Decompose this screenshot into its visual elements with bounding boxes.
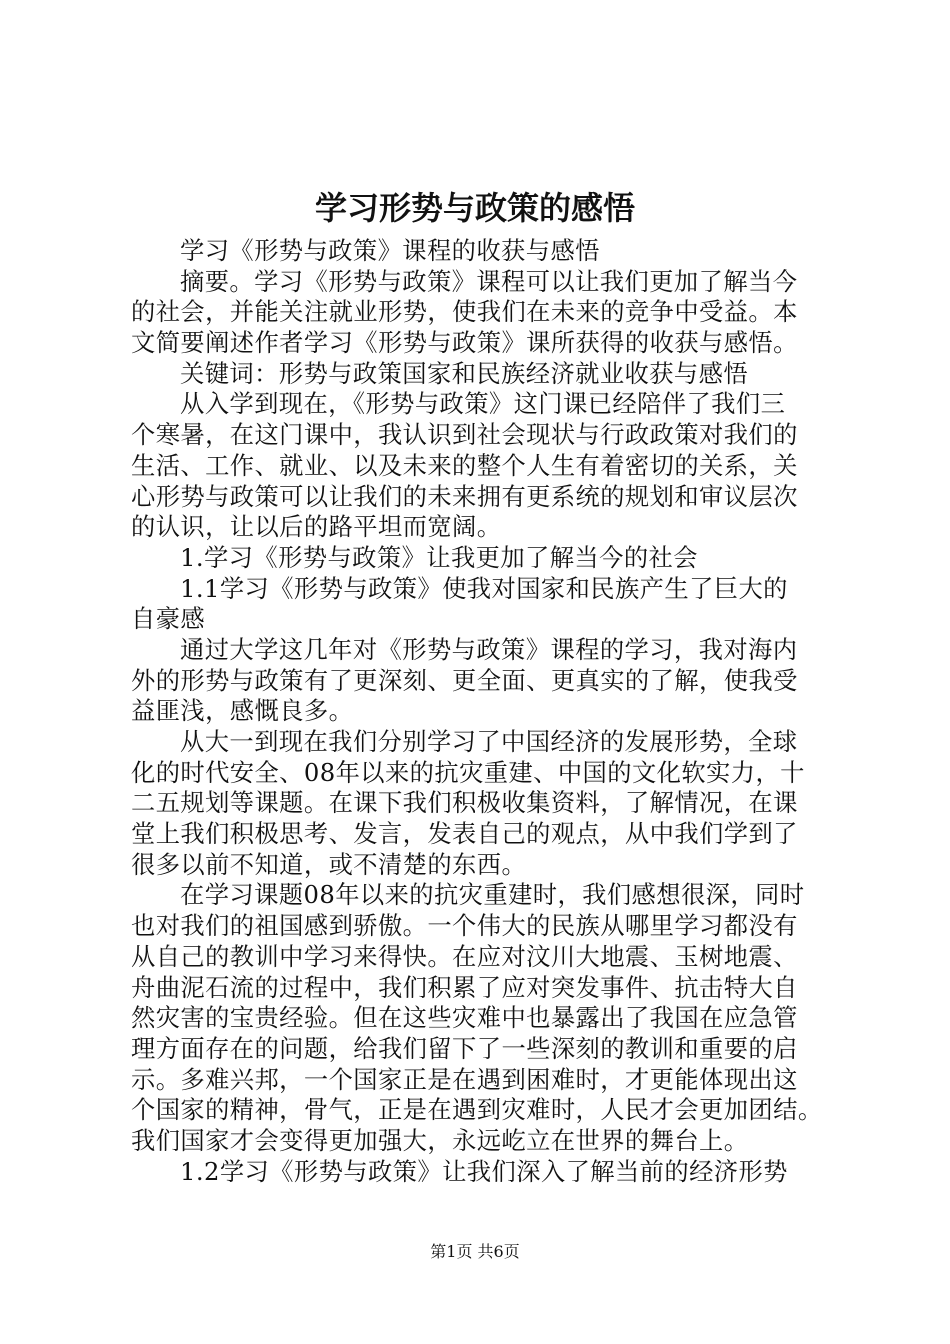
text-line: 然灾害的宝贵经验。但在这些灾难中也暴露出了我国在应急管 [131,1003,798,1033]
text-line: 1.1学习《形势与政策》使我对国家和民族产生了巨大的 [180,573,788,603]
text-line: 个寒暑，在这门课中，我认识到社会现状与行政政策对我们的 [131,420,798,450]
text-line: 我们国家才会变得更加强大，永远屹立在世界的舞台上。 [131,1125,749,1155]
text-line: 理方面存在的问题，给我们留下了一些深刻的教训和重要的启 [131,1033,798,1063]
text-line: 关键词：形势与政策国家和民族经济就业收获与感悟 [180,358,749,388]
text-line: 摘要。学习《形势与政策》课程可以让我们更加了解当今 [180,266,798,296]
text-line: 堂上我们积极思考、发言，发表自己的观点，从中我们学到了 [131,819,798,849]
text-line: 从自己的教训中学习来得快。在应对汶川大地震、玉树地震、 [131,941,798,971]
text-line: 从入学到现在，《形势与政策》这门课已经陪伴了我们三 [180,389,786,419]
text-line: 心形势与政策可以让我们的未来拥有更系统的规划和审议层次 [131,481,798,511]
text-line: 自豪感 [131,604,206,634]
text-line: 的社会，并能关注就业形势，使我们在未来的竞争中受益。本 [131,297,798,327]
text-line: 也对我们的祖国感到骄傲。一个伟大的民族从哪里学习都没有 [131,911,798,941]
text-line: 舟曲泥石流的过程中，我们积累了应对突发事件、抗击特大自 [131,972,798,1002]
text-line: 化的时代安全、08年以来的抗灾重建、中国的文化软实力，十 [131,757,805,787]
text-line: 示。多难兴邦，一个国家正是在遇到困难时，才更能体现出这 [131,1064,798,1094]
text-line: 个国家的精神，骨气，正是在遇到灾难时，人民才会更加团结。 [131,1095,823,1125]
text-line: 在学习课题08年以来的抗灾重建时，我们感想很深，同时 [180,880,805,910]
document-body [131,236,839,1187]
document-title: 学习形势与政策的感悟 [314,189,635,227]
text-line: 1.学习《形势与政策》让我更加了解当今的社会 [180,542,698,572]
page-number-footer: 第1页 共6页 [430,1242,520,1261]
text-line: 1.2学习《形势与政策》让我们深入了解当前的经济形势 [180,1156,788,1186]
text-line: 学习《形势与政策》课程的收获与感悟 [180,236,600,265]
text-line: 通过大学这几年对《形势与政策》课程的学习，我对海内 [180,634,798,664]
text-line: 外的形势与政策有了更深刻、更全面、更真实的了解，使我受 [131,665,798,695]
text-line: 从大一到现在我们分别学习了中国经济的发展形势，全球 [180,727,798,756]
text-line: 文简要阐述作者学习《形势与政策》课所获得的收获与感悟。 [131,328,798,358]
text-line: 二五规划等课题。在课下我们积极收集资料，了解情况，在课 [131,788,798,818]
text-line: 生活、工作、就业、以及未来的整个人生有着密切的关系，关 [131,450,798,480]
text-line: 益匪浅，感慨良多。 [131,696,354,726]
text-line: 的认识，让以后的路平坦而宽阔。 [131,512,502,542]
text-line: 很多以前不知道，或不清楚的东西。 [131,849,527,879]
